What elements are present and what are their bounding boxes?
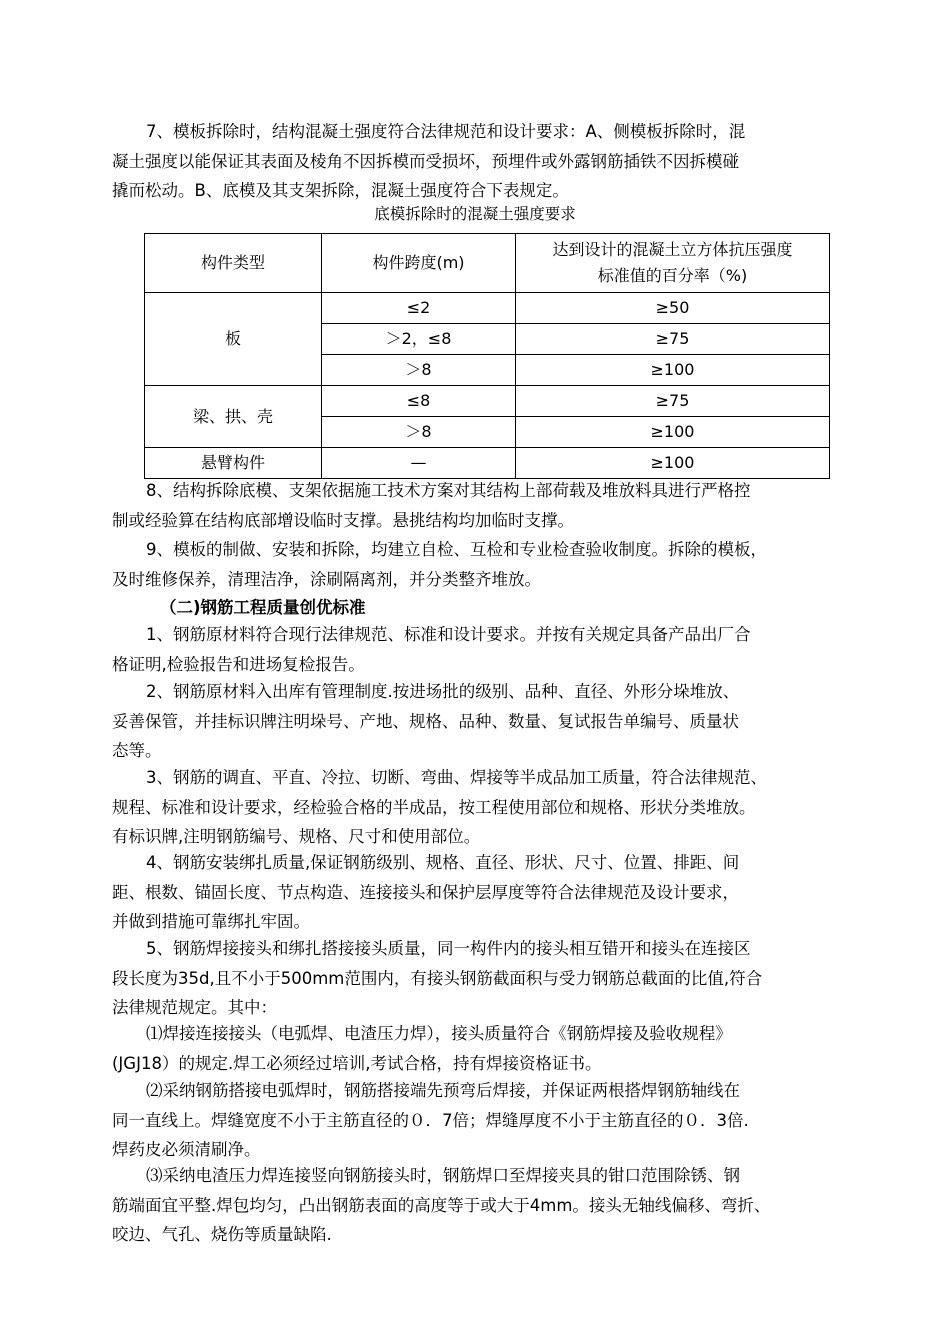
cell-type-slab: 板 <box>145 293 322 386</box>
paragraph-8 <box>112 476 872 535</box>
rebar-item-5 <box>112 934 872 1023</box>
table-row <box>145 448 830 479</box>
section-heading: （二)钢筋工程质量创优标准 <box>160 598 366 617</box>
text-line: 2、钢筋原材料入出库有管理制度.按进场批的级别、品种、直径、外形分垛堆放、 <box>146 682 740 701</box>
cell-percent: ≥75 <box>516 324 830 355</box>
text-line: 1、钢筋原材料符合现行法律规范、标准和设计要求。并按有关规定具备产品出厂合 <box>146 625 751 644</box>
text-line: 咬边、气孔、烧伤等质量缺陷. <box>112 1225 332 1244</box>
text-line: 妥善保管，并挂标识牌注明垛号、产地、规格、品种、数量、复试报告单编号、质量状 <box>112 711 739 731</box>
rebar-item-1 <box>112 620 872 679</box>
table-row <box>145 386 830 417</box>
text-line: 同一直线上。焊缝宽度不小于主筋直径的０．7倍；焊缝厚度不小于主筋直径的０．3倍. <box>112 1110 749 1130</box>
header-strength-line-2: 标准值的百分率（%) <box>597 266 748 285</box>
cell-span: ＞8 <box>322 355 516 386</box>
text-line: ⑵采纳钢筋搭接电弧焊时，钢筋搭接端先预弯后焊接，并保证两根搭焊钢筋轴线在 <box>146 1081 740 1100</box>
text-line: 3、钢筋的调直、平直、冷拉、切断、弯曲、焊接等半成品加工质量，符合法律规范、 <box>146 768 767 787</box>
header-strength-line-1: 达到设计的混凝土立方体抗压强度 <box>552 240 793 259</box>
table-header-row <box>145 234 830 293</box>
cell-type-beam: 梁、拱、壳 <box>145 386 322 448</box>
text-line: 撬而松动。B、底模及其支架拆除，混凝土强度符合下表规定。 <box>112 181 569 200</box>
cell-percent: ≥100 <box>516 355 830 386</box>
cell-percent: ≥100 <box>516 417 830 448</box>
text-line: 7、模板拆除时，结构混凝土强度符合法律规范和设计要求：A、侧模板拆除时，混 <box>146 122 746 141</box>
strength-requirement-table <box>144 233 830 479</box>
header-strength-percent <box>516 234 830 293</box>
text-line: 焊药皮必须清刷净。 <box>112 1140 261 1159</box>
text-line: (JGJ18）的规定.焊工必须经过培训,考试合格，持有焊接资格证书。 <box>112 1053 602 1073</box>
rebar-item-2 <box>112 677 872 766</box>
cell-type-cantilever: 悬臂构件 <box>145 448 322 479</box>
cell-percent: ≥75 <box>516 386 830 417</box>
text-line: 及时维修保养，清理洁净，涂刷隔离剂，并分类整齐堆放。 <box>112 569 541 589</box>
table-row <box>145 293 830 324</box>
text-line: 距、根数、锚固长度、节点构造、连接接头和保护层厚度等符合法律规范及设计要求， <box>112 882 739 902</box>
text-line: 凝土强度以能保证其表面及棱角不因拆模而受损坏，预埋件或外露钢筋插铁不因拆模碰 <box>112 151 739 171</box>
text-line: 筋端面宜平整.焊包均匀，凸出钢筋表面的高度等于或大于4mm。接头无轴线偏移、弯折、 <box>112 1195 771 1215</box>
text-line: 格证明,检验报告和进场复检报告。 <box>112 654 365 674</box>
header-member-span: 构件跨度(m) <box>322 234 516 293</box>
text-line: 段长度为35d,且不小于500mm范围内，有接头钢筋截面积与受力钢筋总截面的比值,符合 <box>112 968 763 988</box>
text-line: 有标识牌,注明钢筋编号、规格、尺寸和使用部位。 <box>112 827 481 846</box>
cell-span: ≤8 <box>322 386 516 417</box>
paragraph-9 <box>112 535 872 594</box>
paragraph-7 <box>112 117 872 206</box>
text-line: 态等。 <box>112 741 162 760</box>
rebar-item-5-3 <box>112 1161 872 1250</box>
cell-span: ＞2，≤8 <box>322 324 516 355</box>
header-member-type: 构件类型 <box>145 234 322 293</box>
text-line: ⑶采纳电渣压力焊连接竖向钢筋接头时，钢筋焊口至焊接夹具的钳口范围除锈、钢 <box>146 1166 740 1185</box>
rebar-item-5-1 <box>112 1019 872 1078</box>
rebar-item-3 <box>112 763 872 852</box>
rebar-item-4 <box>112 848 872 937</box>
text-line: 并做到措施可靠绑扎牢固。 <box>112 912 310 931</box>
text-line: 规程、标准和设计要求，经检验合格的半成品，按工程使用部位和规格、形状分类堆放。 <box>112 797 756 817</box>
cell-span: — <box>322 448 516 479</box>
cell-percent: ≥50 <box>516 293 830 324</box>
text-line: 4、钢筋安装绑扎质量,保证钢筋级别、规格、直径、形状、尺寸、位置、排距、间 <box>146 853 740 872</box>
text-line: 5、钢筋焊接接头和绑扎搭接接头质量，同一构件内的接头相互错开和接头在连接区 <box>146 939 751 958</box>
cell-percent: ≥100 <box>516 448 830 479</box>
table-caption: 底模拆除时的混凝土强度要求 <box>374 205 576 223</box>
text-line: 9、模板的制做、安装和拆除，均建立自检、互检和专业检查验收制度。拆除的模板， <box>146 540 767 559</box>
text-line: 法律规范规定。其中： <box>112 998 277 1017</box>
rebar-item-5-2 <box>112 1076 872 1165</box>
text-line: 8、结构拆除底模、支架依据施工技术方案对其结构上部荷载及堆放料具进行严格控 <box>146 481 751 500</box>
cell-span: ＞8 <box>322 417 516 448</box>
text-line: ⑴焊接连接接头（电弧焊、电渣压力焊），接头质量符合《钢筋焊接及验收规程》 <box>146 1024 732 1043</box>
cell-span: ≤2 <box>322 293 516 324</box>
text-line: 制或经验算在结构底部增设临时支撑。悬挑结构均加临时支撑。 <box>112 510 574 530</box>
